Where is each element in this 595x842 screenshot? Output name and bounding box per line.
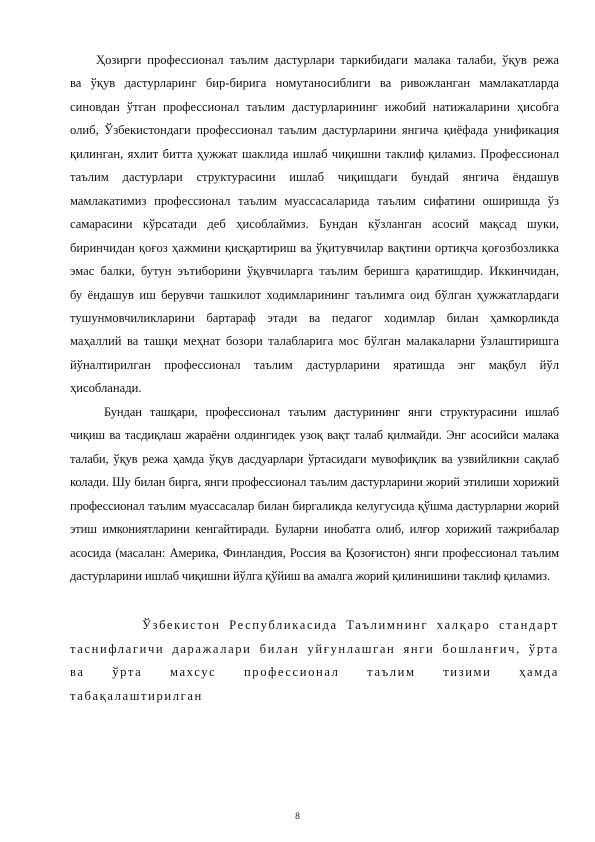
page-number: 8 (295, 812, 300, 822)
paragraph-2: Бундан ташқари, профессионал таълим дастурининг янги структурасини ишлаб чиқиш ва тасдиқлаш жараёни олдингидек узоқ вақт талаб қилмайди. Энг асосийси малака талаби, ўқув режа ҳамда ўқув дасдуарлари ўртасидаги мувофиқлик ва узвийликни сақлаб колади. Шу билан бирга, янги профессионал таълим дастурларини жорий этилиши хорижий профессионал таълим муассасалар билан биргаликда келугусида қўшма дастурларни жорий этиш имкониятларини кенгайтиради. Буларни инобатга олиб, илғор хорижий тажрибалар асосида (масалан: Америка, Финландия, Россия ва Қозоғистон) янги профессионал таълим дастурларини ишлаб чиқишни йўлга қўйиш ва амалга жорий қилинишини таклиф қиламиз. (70, 404, 559, 583)
document-body (70, 49, 559, 708)
paragraph-1: Ҳозирги професcионал таълим дастурлари таркибидаги малака талаби, ўқув режа ва ўқув дастурларинг бир-бирига номутаносиблиги ва ривожланган мамлакатларда синовдан ўтган профессионал таълим дастурларининг ижобий натижаларини ҳисобга олиб, Ўзбекистондаги профессионал таълим дастурларини янгича қиёфада унификация қилинган, яхлит битта ҳужжат шаклида ишлаб чиқишни таклиф қиламиз. Профессионал таълим дастурлари структурасини ишлаб чиқишдаги бундай янгича ёндашув мамлакатимиз профессионал таълим муассасаларида таълим сифатини оширишда ўз самарасини кўрсатади деб ҳисоблаймиз. Бундан кўзланган асосий мақсад шуки, биринчидан қоғоз ҳажмини қисқартириш ва ўқитувчилар вақтини ортиқча қоғозбозликка эмас балки, бутун эътиборини ўқувчиларга таълим беришга қаратишдир. Иккинчидан, бу ёндашув иш берувчи ташкилот ходимларининг таълимга оид бўлган ҳужжатлардаги тушунмовчиликларини бартараф этади ва педагог ходимлар билан ҳамкорликда маҳаллий ва ташқи меҳнат бозори талабларига мос бўлган малакаларни ўзлаштиришга йўналтирилган профессионал таълим дастурларини яратишда энг мақбул йўл ҳисобланади. (70, 53, 559, 396)
paragraph-3: Ўзбекистон Республикасида Таълимнинг халқаро стандарт таснифлагичи даражалари билан уйғунлашган янги бошланғич, ўрта ва ўрта махсус профессионал таълим тизими ҳамда табақалаштирилган (70, 618, 559, 703)
